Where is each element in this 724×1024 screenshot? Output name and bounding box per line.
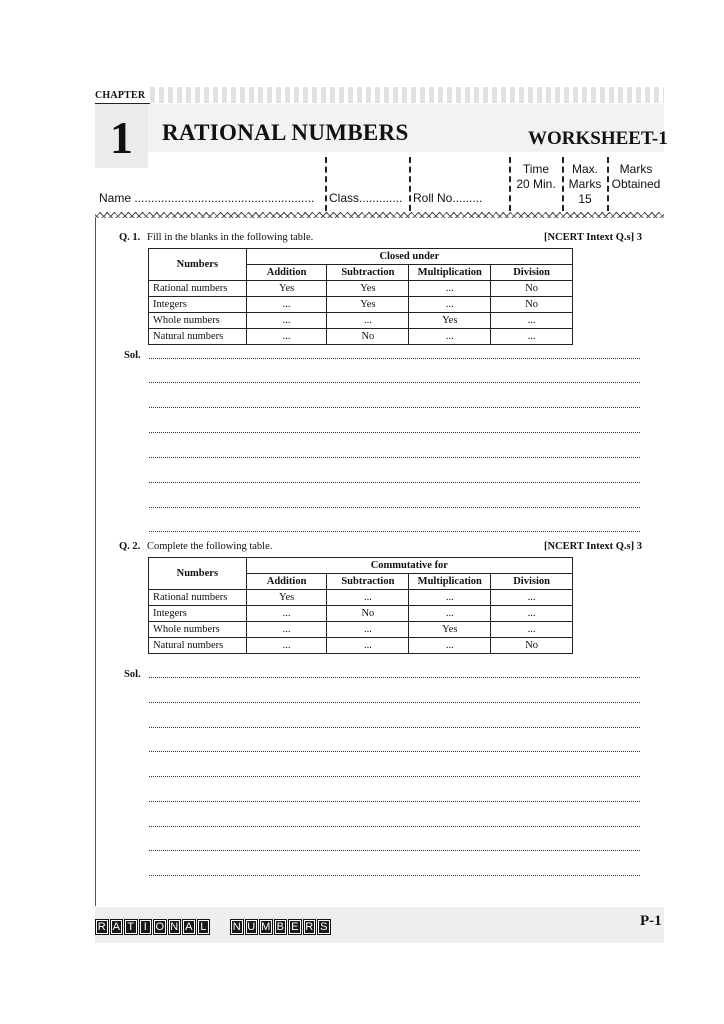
table-group-header: Commutative for [246, 558, 572, 574]
table-cell: ... [246, 622, 327, 638]
answer-line[interactable] [149, 432, 640, 433]
table-cell: ... [246, 313, 327, 329]
footer-letter: T [124, 919, 138, 935]
table-cell: ... [246, 606, 327, 622]
table-group-header: Closed under [246, 249, 572, 265]
answer-line[interactable] [149, 875, 640, 876]
table-cell: ... [246, 297, 327, 313]
answer-line[interactable] [149, 457, 640, 458]
column-header: Multiplication [409, 574, 491, 590]
footer-letter: R [95, 919, 109, 935]
answer-line[interactable] [149, 507, 640, 508]
marks-obtained-label-1: Marks [619, 162, 653, 176]
margin-rule [95, 218, 96, 906]
column-header: Division [491, 574, 573, 590]
row-label: Whole numbers [149, 313, 247, 329]
column-header: Division [491, 265, 573, 281]
answer-line[interactable] [149, 826, 640, 827]
answer-line[interactable] [149, 727, 640, 728]
q2-table [148, 557, 573, 654]
table-row-header: Numbers [149, 249, 247, 281]
table-row [149, 297, 573, 313]
table-cell: ... [409, 638, 491, 654]
table-cell: Yes [409, 313, 491, 329]
table-cell: ... [246, 329, 327, 345]
table-row-header: Numbers [149, 558, 247, 590]
table-row [149, 329, 573, 345]
q1-table [148, 248, 573, 345]
footer-letter: E [288, 919, 302, 935]
table-cell: ... [409, 590, 491, 606]
footer-letter: N [230, 919, 244, 935]
footer-letter: I [139, 919, 153, 935]
table-cell: ... [327, 638, 409, 654]
table-row [149, 638, 573, 654]
footer-letter: M [259, 919, 273, 935]
table-cell: ... [327, 622, 409, 638]
divider [409, 157, 411, 211]
row-label: Whole numbers [149, 622, 247, 638]
time-value: 20 Min. [516, 177, 556, 191]
footer-title [95, 919, 332, 935]
column-header: Multiplication [409, 265, 491, 281]
max-label: Max. [571, 162, 598, 176]
question-number: Q. 2. [119, 541, 141, 552]
row-label: Integers [149, 606, 247, 622]
table-cell: ... [246, 638, 327, 654]
column-header: Addition [246, 574, 327, 590]
table-cell: ... [491, 329, 573, 345]
divider [509, 157, 511, 211]
name-field[interactable]: Name ...................................................... [99, 191, 315, 205]
table-cell: ... [409, 297, 491, 313]
footer-letter: N [168, 919, 182, 935]
table-cell: ... [409, 606, 491, 622]
roll-number-field[interactable]: Roll No......... [413, 191, 483, 205]
table-cell: No [327, 606, 409, 622]
page-number: P-1 [640, 913, 662, 929]
answer-line[interactable] [149, 382, 640, 383]
table-row [149, 281, 573, 297]
time-cell [512, 162, 560, 192]
table-row [149, 590, 573, 606]
table-cell: No [491, 638, 573, 654]
answer-line[interactable] [149, 776, 640, 777]
table-cell: ... [491, 622, 573, 638]
answer-line[interactable] [149, 702, 640, 703]
table-cell: Yes [327, 281, 409, 297]
table-cell: No [327, 329, 409, 345]
answer-line[interactable] [149, 482, 640, 483]
table-row [149, 622, 573, 638]
answer-line[interactable] [149, 801, 640, 802]
class-field[interactable]: Class............. [329, 191, 403, 205]
table-cell: Yes [246, 281, 327, 297]
worksheet-title: WORKSHEET-1 [528, 128, 668, 149]
table-cell: No [491, 281, 573, 297]
answer-line[interactable] [149, 358, 640, 359]
footer-letter: R [303, 919, 317, 935]
marks-obtained-label-2: Obtained [611, 177, 661, 191]
answer-line[interactable] [149, 407, 640, 408]
max-marks-cell [564, 162, 606, 207]
table-row [149, 313, 573, 329]
row-label: Rational numbers [149, 281, 247, 297]
time-label: Time [522, 162, 550, 176]
question-text: Complete the following table. [147, 541, 273, 552]
solution-label: Sol. [124, 350, 141, 361]
column-header: Addition [246, 265, 327, 281]
table-cell: ... [327, 313, 409, 329]
table-cell: ... [327, 590, 409, 606]
table-cell: ... [491, 313, 573, 329]
marks-label: Marks [568, 177, 602, 191]
page-title: RATIONAL NUMBERS [162, 120, 409, 145]
footer-letter: U [245, 919, 259, 935]
table-cell: ... [409, 329, 491, 345]
column-header: Subtraction [327, 265, 409, 281]
row-label: Natural numbers [149, 638, 247, 654]
answer-line[interactable] [149, 531, 640, 532]
table-row [149, 606, 573, 622]
row-label: Rational numbers [149, 590, 247, 606]
answer-line[interactable] [149, 751, 640, 752]
footer-letter: B [274, 919, 288, 935]
chapter-number: 1 [110, 112, 133, 163]
answer-line[interactable] [149, 677, 640, 678]
footer-letter: S [317, 919, 331, 935]
table-cell: Yes [327, 297, 409, 313]
table-cell: ... [491, 590, 573, 606]
table-cell: Yes [246, 590, 327, 606]
chapter-label: CHAPTER [95, 90, 146, 101]
header-stripe-band [150, 87, 664, 103]
max-marks-value: 15 [578, 192, 592, 206]
footer-letter: O [153, 919, 167, 935]
table-cell: No [491, 297, 573, 313]
answer-line[interactable] [149, 850, 640, 851]
row-label: Natural numbers [149, 329, 247, 345]
marks-obtained-cell[interactable] [609, 162, 663, 192]
table-cell: Yes [409, 622, 491, 638]
footer-letter-gap [211, 919, 229, 935]
question-number: Q. 1. [119, 232, 141, 243]
zigzag-divider [95, 212, 664, 218]
footer-letter: A [110, 919, 124, 935]
row-label: Integers [149, 297, 247, 313]
question-text: Fill in the blanks in the following table. [147, 232, 314, 243]
footer-letter: L [197, 919, 211, 935]
column-header: Subtraction [327, 574, 409, 590]
solution-label: Sol. [124, 669, 141, 680]
question-reference: [NCERT Intext Q.s] 3 [543, 232, 642, 243]
footer-letter: A [182, 919, 196, 935]
table-cell: ... [491, 606, 573, 622]
question-reference: [NCERT Intext Q.s] 3 [543, 541, 642, 552]
divider [325, 157, 327, 211]
table-cell: ... [409, 281, 491, 297]
